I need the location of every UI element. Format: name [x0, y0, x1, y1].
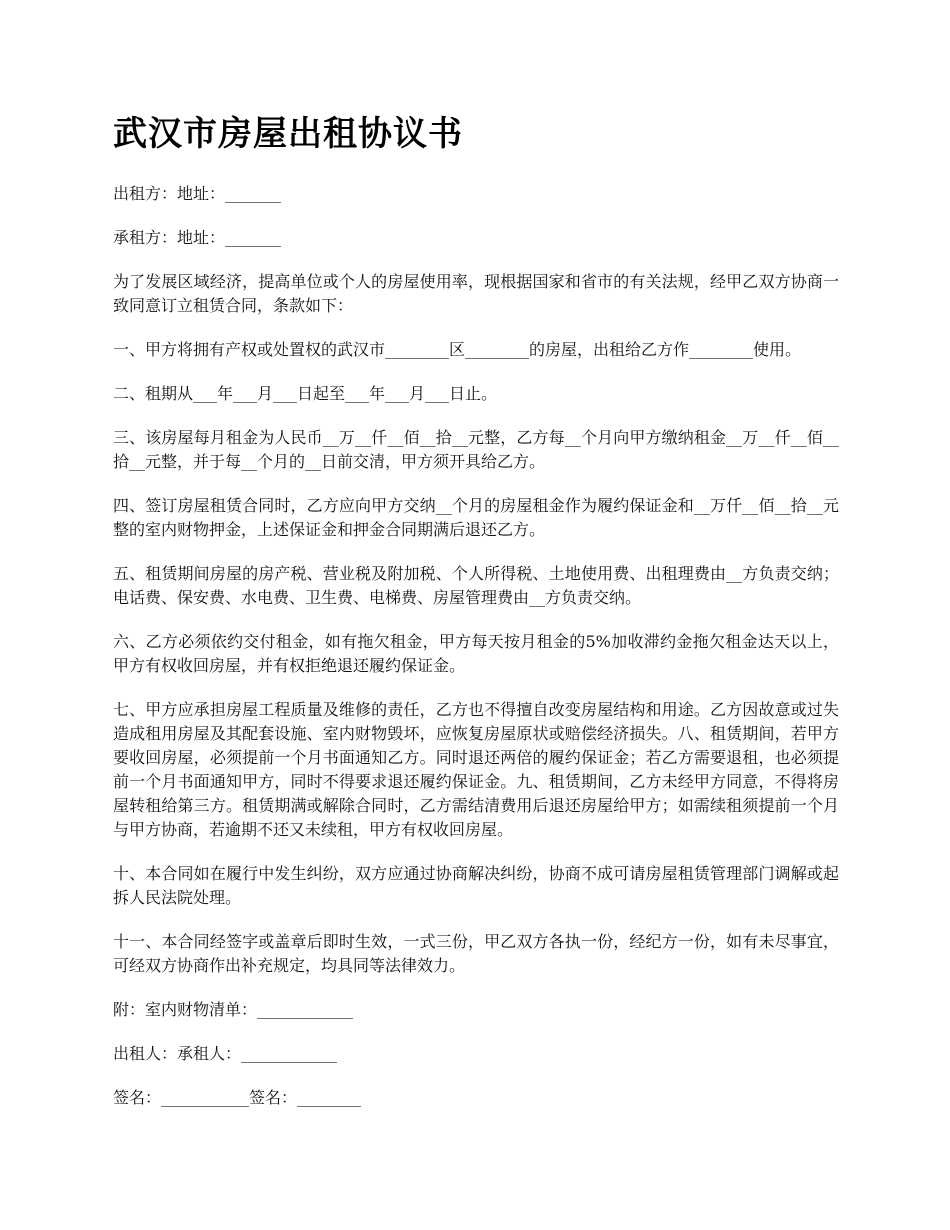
document-title: 武汉市房屋出租协议书: [113, 114, 463, 154]
clause-1: 一、甲方将拥有产权或处置权的武汉市________区________的房屋，出租给乙方作________使用。: [113, 340, 802, 359]
clause-7-9: 七、甲方应承担房屋工程质量及维修的责任，乙方也不得擅自改变房屋结构和用途。乙方因故意或过失造成租用房屋及其配套设施、室内财物毁坏，应恢复房屋原状或赔偿经济损失。八、租赁期间，若甲方要收回房屋，必须提前一个月书面通知乙方。同时退还两倍的履约保证金；若乙方需要退租，也必须提前一个月书面通知甲方，同时不得要求退还履约保证金。九、租赁期间，乙方未经甲方同意，不得将房屋转租给第三方。租赁期满或解除合同时，乙方需结清费用后退还房屋给甲方；如需续租须提前一个月与甲方协商，若逾期不还又未续租，甲方有权收回房屋。: [113, 700, 839, 839]
signature-line: 签名：___________签名：________: [113, 1088, 362, 1107]
clause-10: 十、本合同如在履行中发生纠纷，双方应通过协商解决纠纷，协商不成可请房屋租赁管理部门调解或起拆人民法院处理。: [113, 864, 839, 907]
clause-4: 四、签订房屋租赁合同时，乙方应向甲方交纳__个月的房屋租金作为履约保证金和__万仟__佰__拾__元整的室内财物押金，上述保证金和押金合同期满后退还乙方。: [113, 496, 839, 539]
clause-2: 二、租期从___年___月___日起至___年___月___日止。: [113, 384, 498, 403]
clause-11: 十一、本合同经签字或盖章后即时生效，一式三份，甲乙双方各执一份，经纪方一份，如有未尽事宜，可经双方协商作出补充规定，均具同等法律效力。: [113, 932, 839, 975]
attachment-inventory-line: 附：室内财物清单：____________: [113, 1000, 354, 1019]
clause-6: 六、乙方必须依约交付租金，如有拖欠租金，甲方每天按月租金的5%加收滞约金拖欠租金达天以上，甲方有权收回房屋，并有权拒绝退还履约保证金。: [113, 632, 839, 675]
parties-line: 出租人：承租人：____________: [113, 1044, 338, 1063]
clause-5: 五、租赁期间房屋的房产税、营业税及附加税、个人所得税、土地使用费、出租理费由__方负责交纳；电话费、保安费、水电费、卫生费、电梯费、房屋管理费由__方负责交纳。: [113, 564, 839, 607]
clause-3: 三、该房屋每月租金为人民币__万__仟__佰__拾__元整，乙方每__个月向甲方缴纳租金__万__仟__佰__拾__元整，并于每__个月的__日前交清，甲方须开具给乙方。: [113, 428, 839, 471]
lessee-address-line: 承租方：地址：_______: [113, 228, 282, 247]
document-page: [113, 108, 839, 1130]
lessor-address-line: 出租方：地址：_______: [113, 184, 282, 203]
preamble-paragraph: 为了发展区域经济，提高单位或个人的房屋使用率，现根据国家和省市的有关法规，经甲乙双方协商一致同意订立租赁合同，条款如下：: [113, 272, 839, 315]
